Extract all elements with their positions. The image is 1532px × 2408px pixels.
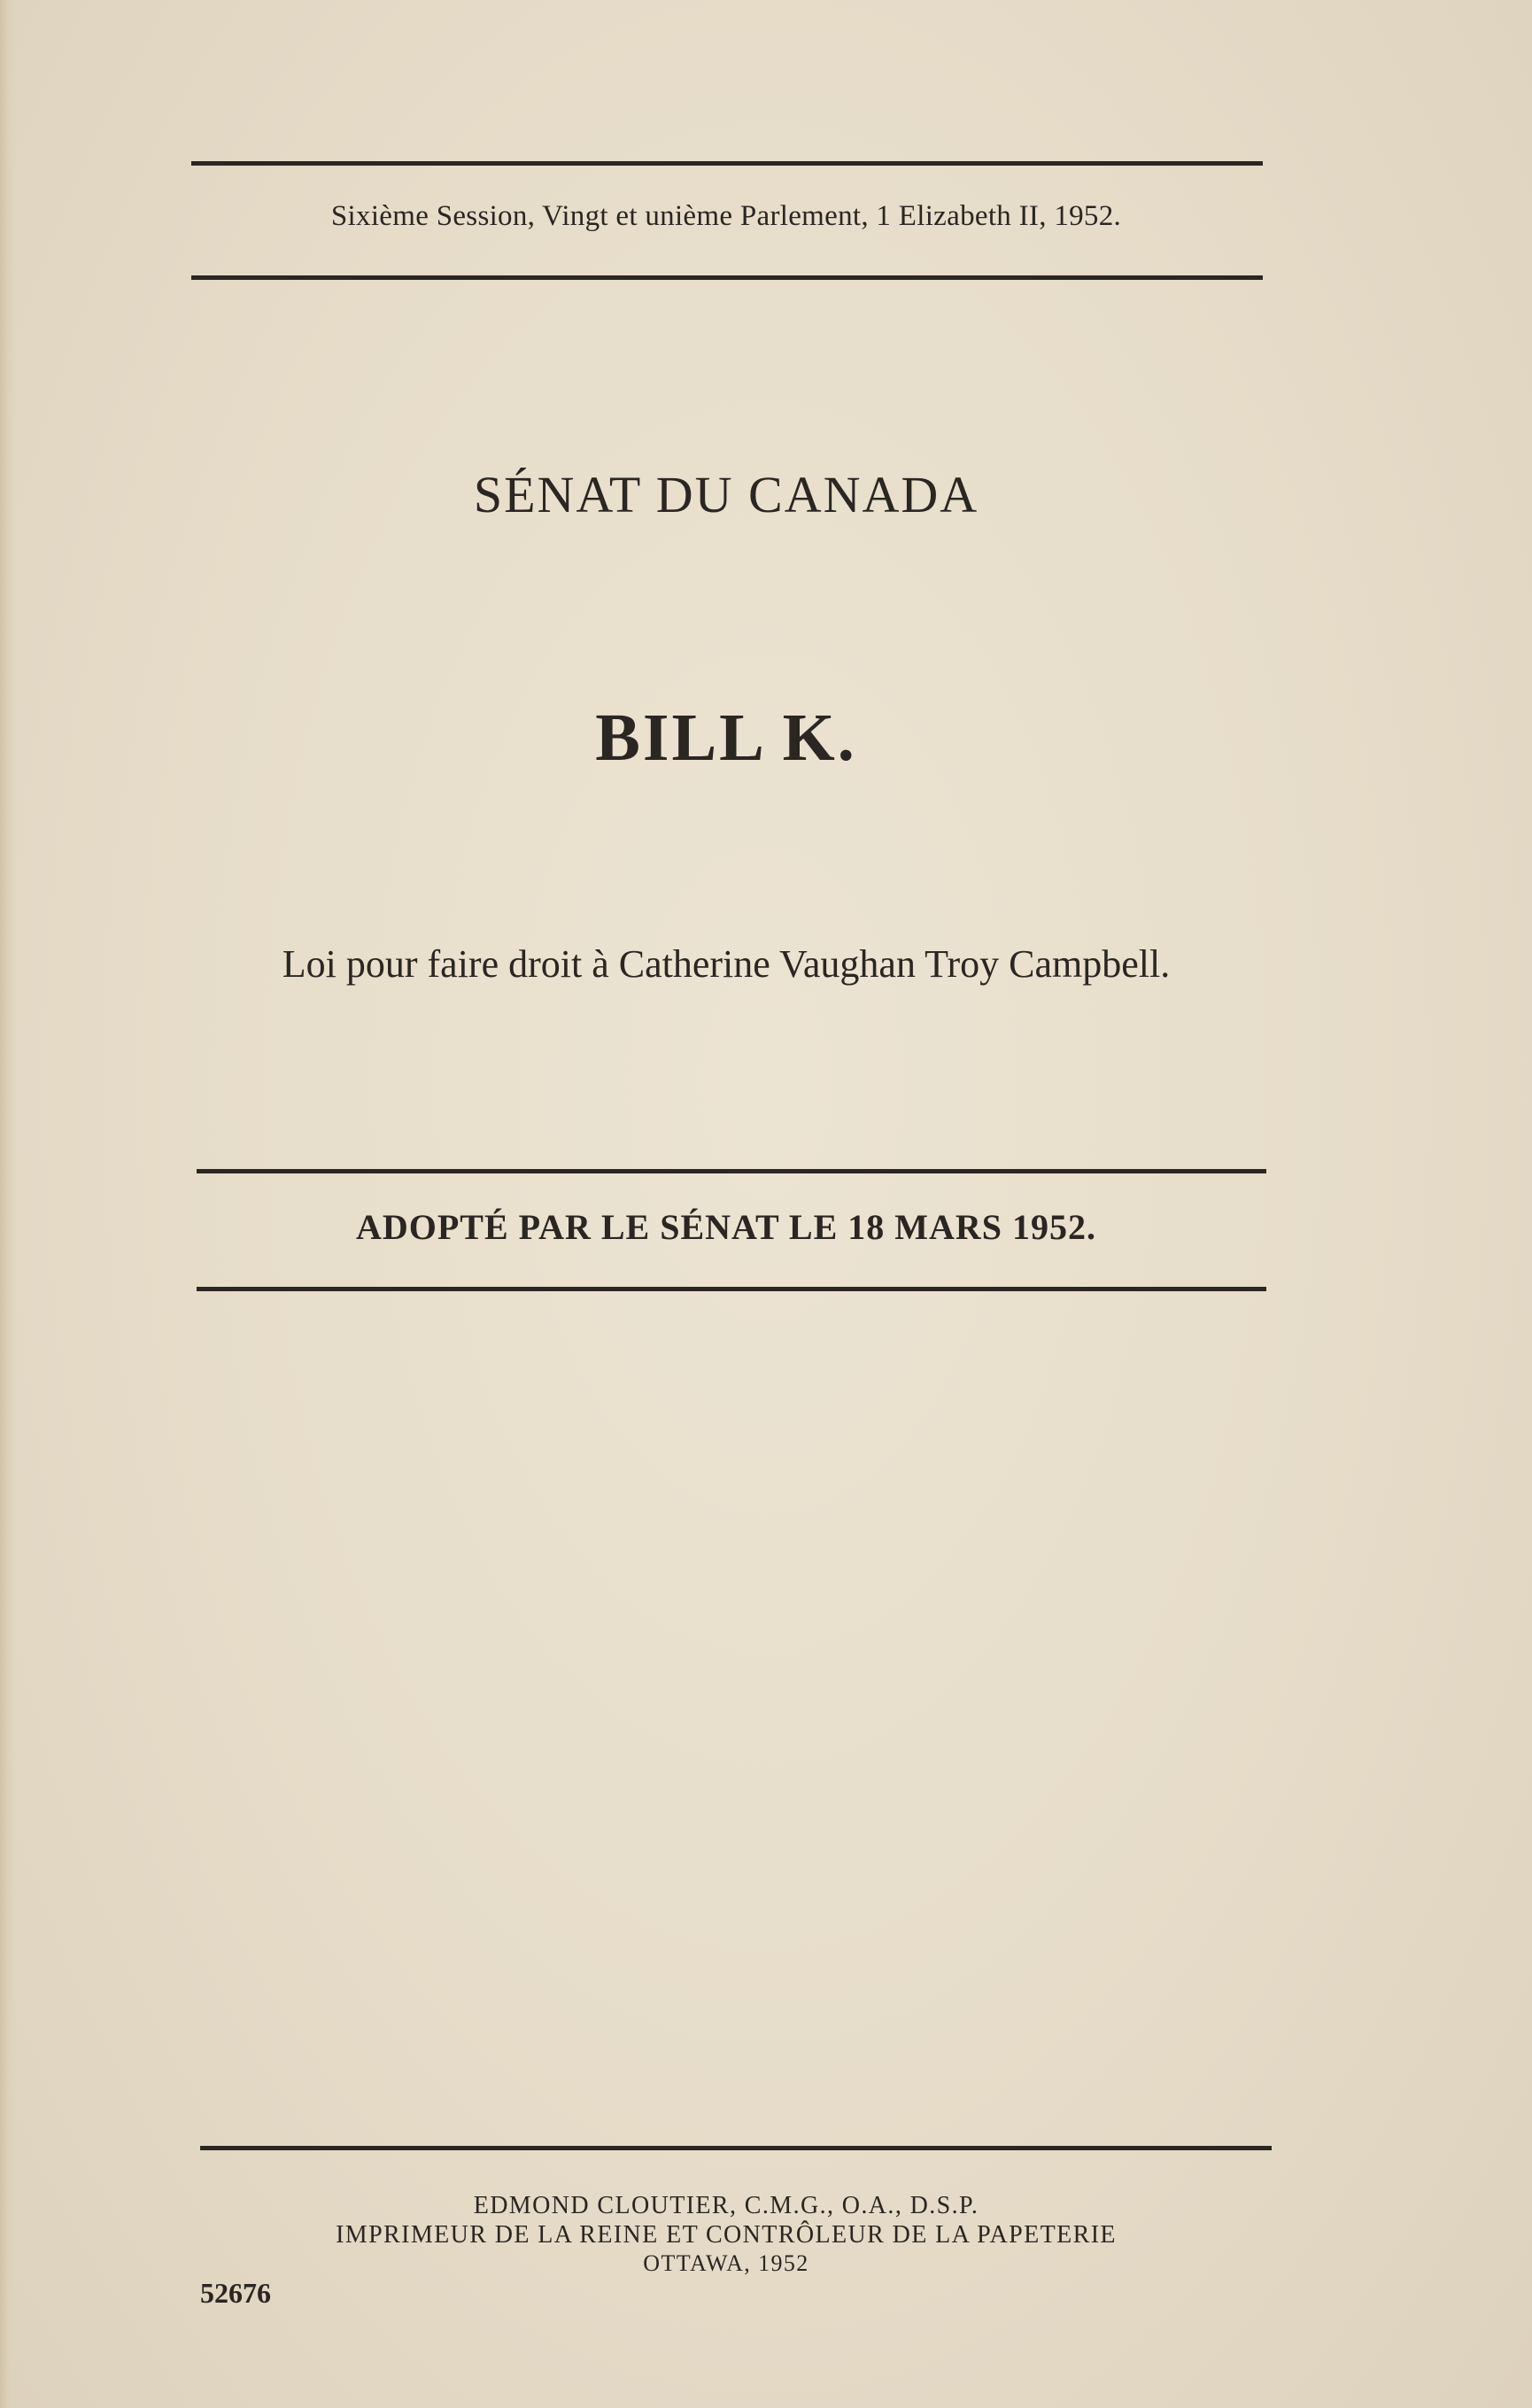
printer-place-year: OTTAWA, 1952 <box>643 2250 809 2276</box>
header-top-rule <box>191 161 1263 166</box>
bill-description: Loi pour faire droit à Catherine Vaughan Troy Campbell. <box>282 942 1171 986</box>
adoption-statement: ADOPTÉ PAR LE SÉNAT LE 18 MARS 1952. <box>355 1207 1097 1247</box>
bill-title: BILL K. <box>595 701 857 775</box>
page-edge-shadow <box>0 0 16 2408</box>
print-number: 52676 <box>200 2277 271 2309</box>
imprint-rule <box>200 2146 1272 2150</box>
adopted-bottom-rule <box>197 1287 1266 1291</box>
header-bottom-rule <box>191 275 1263 280</box>
adopted-top-rule <box>197 1169 1266 1173</box>
printer-name: EDMOND CLOUTIER, C.M.G., O.A., D.S.P. <box>473 2192 979 2219</box>
chamber-title: SÉNAT DU CANADA <box>473 466 979 523</box>
session-line: Sixième Session, Vingt et unième Parlement, 1 Elizabeth II, 1952. <box>330 200 1122 232</box>
printer-title: IMPRIMEUR DE LA REINE ET CONTRÔLEUR DE LA PAPETERIE <box>336 2221 1117 2249</box>
